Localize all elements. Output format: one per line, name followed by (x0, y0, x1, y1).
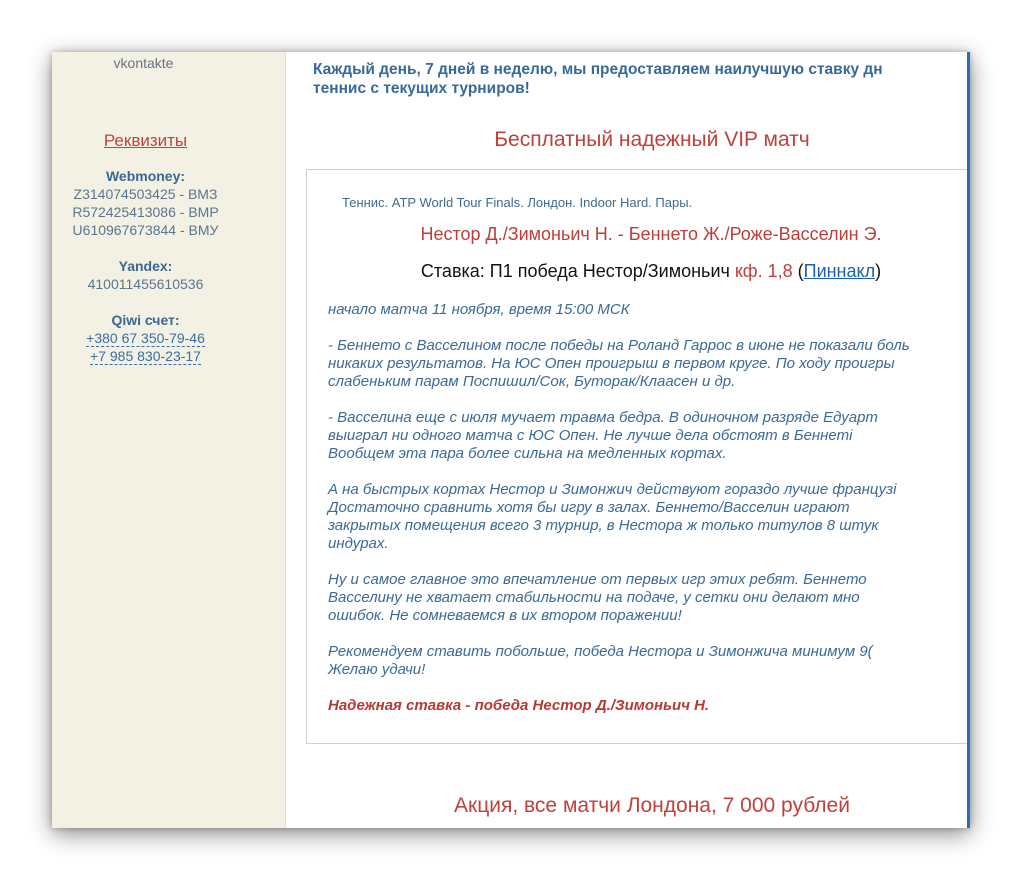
analysis-paragraph (328, 337, 967, 391)
text-line: слабеньким парам Поспишил/Сок, Буторак/Клаасен и др. (328, 373, 736, 390)
text-line: Вообщем эта пара более сильна на медленных кортах. (328, 445, 727, 462)
text-line: ошибок. Не сомневаемся в их втором поражении! (328, 607, 682, 624)
analysis-paragraph (328, 643, 967, 679)
intro-line: теннис с текущих турниров! (313, 80, 530, 97)
match-card (306, 169, 967, 744)
text-line: Ну и самое главное это впечатление от первых игр этих ребят. Беннето (328, 571, 867, 588)
webmoney-account: R572425413086 - ВМР (72, 204, 219, 220)
qiwi-block (52, 311, 239, 365)
webmoney-account: U610967673844 - ВМУ (72, 222, 219, 238)
analysis-paragraph (328, 571, 967, 625)
text-line: Васселину не хватает стабильности на подаче, у сетки они делают мно (328, 589, 860, 606)
text-line: Достаточно сравнить хотя бы игру в залах. Беннето/Васселин играют (328, 499, 850, 516)
promo-title: Акция, все матчи Лондона, 7 000 рублей (454, 794, 850, 817)
text-line: индурах. (328, 535, 389, 552)
text-line: никаких результатов. На ЮС Опен проигрыш в первом круге. По ходу проигры (328, 355, 895, 372)
webmoney-block (52, 167, 239, 239)
qiwi-phone-link[interactable]: +380 67 350-79-46 (86, 330, 205, 346)
text-line: - Васселина еще с июля мучает травма бедра. В одиночном разряде Едуарт (328, 409, 878, 426)
qiwi-heading: Qiwi счет: (111, 312, 180, 328)
yandex-heading: Yandex: (118, 258, 173, 274)
requisites-link[interactable]: Реквизиты (103, 131, 188, 150)
text-line: закрытых помещения всего 3 турнир, в Нестора ж только титулов 8 штук (328, 517, 879, 534)
text-line: Желаю удачи! (328, 661, 426, 678)
yandex-account: 410011455610536 (87, 276, 204, 292)
text-line: А на быстрых кортах Нестор и Зимонжич действуют гораздо лучше французі (328, 481, 897, 498)
vkontakte-label[interactable]: vkontakte (113, 55, 174, 71)
webmoney-account: Z314074503425 - ВМЗ (73, 186, 218, 202)
bookmaker-paren-close: ) (875, 261, 882, 281)
bet-description: Ставка: П1 победа Нестор/Зимоньич (420, 261, 730, 281)
match-teams: Нестор Д./Зимоньич Н. - Беннето Ж./Роже-Васселин Э. (420, 224, 882, 244)
main-content (286, 52, 967, 828)
bookmaker-link[interactable]: Пиннакл (803, 261, 876, 281)
analysis-paragraph (328, 481, 967, 553)
intro-line: Каждый день, 7 дней в неделю, мы предоставляем наилучшую ставку дн (313, 61, 883, 78)
text-line: начало матча 11 ноября, время 15:00 МСК (328, 301, 630, 318)
yandex-block (52, 257, 239, 293)
browser-viewport (52, 52, 970, 828)
intro-text (313, 60, 967, 98)
analysis-paragraph (328, 301, 967, 319)
page-edge-strip (967, 52, 970, 828)
sidebar (52, 52, 286, 828)
qiwi-phone-link[interactable]: +7 985 830-23-17 (90, 348, 201, 364)
match-analysis (328, 301, 967, 733)
text-line: - Беннето с Васселином после победы на Роланд Гаррос в июне не показали боль (328, 337, 910, 354)
text-line: Рекомендуем ставить побольше, победа Нестора и Зимонжича минимум 9( (328, 643, 873, 660)
bookmaker-paren-open: ( (797, 261, 804, 281)
vip-match-title: Бесплатный надежный VIP матч (494, 128, 810, 151)
verdict: Надежная ставка - победа Нестор Д./Зимоньич Н. (328, 697, 710, 714)
analysis-paragraph (328, 409, 967, 463)
bet-line (307, 261, 967, 282)
bet-odds: кф. 1,8 (734, 261, 793, 281)
text-line: выиграл ни одного матча с ЮС Опен. Не лучше дела обстоят в Беннеті (328, 427, 853, 444)
webmoney-heading: Webmoney: (105, 168, 186, 184)
match-category: Теннис. ATP World Tour Finals. Лондон. Indoor Hard. Пары. (342, 195, 693, 210)
